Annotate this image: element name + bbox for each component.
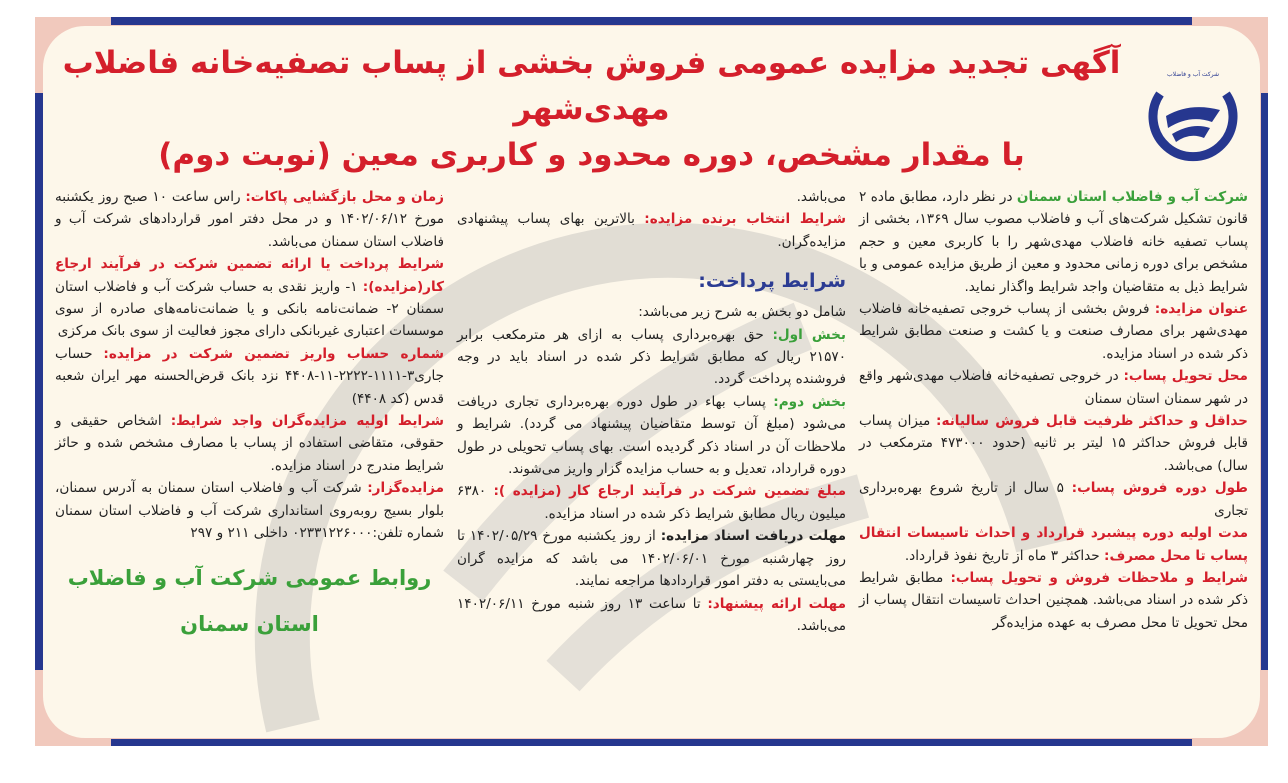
signature	[55, 555, 444, 647]
column-left	[55, 186, 444, 647]
clause-label: مهلت ارائه پیشنهاد:	[707, 595, 846, 612]
clause-paragraph	[457, 301, 846, 323]
clause-label: شرکت آب و فاضلاب استان سمنان	[1016, 189, 1248, 205]
column-right	[859, 186, 1248, 647]
clause-label: شرایط انتخاب برنده مزایده:	[644, 211, 846, 228]
left-border-strip	[35, 93, 43, 670]
clause-paragraph	[55, 343, 444, 410]
clause-text: میزان پساب قابل فروش حداکثر ۱۵ لیتر بر ثانیه (حدود ۴۷۳۰۰۰ مترمکعب در سال) می‌باشد.	[859, 413, 1249, 474]
clause-label: بخش اول:	[772, 326, 846, 343]
clause-text: تا ساعت ۱۳ روز شنبه مورخ ۱۴۰۲/۰۶/۱۱ می‌باشد.	[457, 595, 846, 634]
columns	[55, 186, 1248, 647]
water-company-logo-icon	[1138, 54, 1248, 164]
clause-text: بالاترین بهای پساب پیشنهادی مزایده‌گران.	[457, 211, 846, 250]
clause-paragraph	[457, 208, 846, 253]
clause-text: پساب بهاء در طول دوره بهره‌برداری تجاری دریافت می‌شود (مبلغ آن توسط متقاضیان پیشنهاد می گردد). شرایط و ملاحظات آن در اسناد ذکر گردیده است. بهای پساب تحویلی در طول دوره قرارداد، تعدیل و به حساب مزایده گزار واریز می‌شوند.	[457, 393, 846, 478]
clause-paragraph	[859, 522, 1248, 567]
clause-text: فروش بخشی از پساب خروجی تصفیه‌خانه فاضلاب مهدی‌شهر برای مصارف صنعت و یا کشت و صنعت مطابق شرایط ذکر شده در اسناد مزایده.	[859, 301, 1248, 362]
clause-text: ۵ سال از تاریخ شروع بهره‌برداری تجاری	[859, 480, 1248, 519]
clause-paragraph	[859, 567, 1248, 634]
clause-label: حداقل و حداکثر ظرفیت قابل فروش سالیانه:	[936, 413, 1248, 430]
clause-paragraph	[859, 477, 1248, 522]
clause-label: مبلغ تضمین شرکت در فرآیند ارجاع کار (مزایده ):	[493, 483, 846, 500]
clause-text: حداکثر ۳ ماه از تاریخ نفوذ قرارداد.	[904, 547, 1105, 564]
clause-text: شرکت آب و فاضلاب استان سمنان به آدرس سمنان، بلوار بسیج روبه‌روی استانداری شرکت آب و فاضلاب استان سمنان شماره تلفن:۰۲۳۳۱۲۲۶۰۰۰ داخلی ۲۱۱ و ۲۹۷	[55, 480, 444, 542]
clause-text: می‌باشد.	[796, 189, 846, 205]
clause-text: در خروجی تصفیه‌خانه فاضلاب مهدی‌شهر واقع در شهر سمنان استان سمنان	[859, 368, 1248, 407]
clause-paragraph	[859, 365, 1248, 410]
right-border-strip	[1261, 93, 1268, 670]
clause-paragraph	[457, 593, 846, 638]
clause-paragraph	[55, 410, 444, 477]
clause-paragraph	[859, 410, 1248, 477]
title-line-2: با مقدار مشخص، دوره محدود و کاربری معین (نوبت دوم)	[158, 137, 1025, 173]
clause-label: مهلت دریافت اسناد مزایده:	[660, 528, 847, 545]
clause-label: محل تحویل پساب:	[1123, 368, 1248, 385]
clause-text: شامل دو بخش به شرح زیر می‌باشد:	[638, 304, 846, 321]
clause-text: در نظر دارد، مطابق ماده ۲ قانون تشکیل شرکت‌های آب و فاضلاب مصوب سال ۱۳۶۹، بخشی از پساب تصفیه خانه فاضلاب مهدی‌شهر را با کاربری معین و حجم مشخص برای دوره زمانی محدود و معین از طریق مزایده عمومی و با شرایط ذیل به متقاضیان واجد شرایط واگذار نماید.	[859, 189, 1248, 295]
clause-label: مزایده‌گزار:	[367, 480, 444, 497]
ad-frame	[35, 17, 1268, 746]
clause-text: ۶۳۸۰ میلیون ریال مطابق شرایط ذکر شده در اسناد مزایده.	[457, 483, 846, 522]
top-border-strip	[111, 17, 1192, 25]
clause-paragraph	[55, 477, 444, 544]
logo-caption: شرکت آب و فاضلاب	[1166, 71, 1220, 78]
clause-text: ۱- واریز نقدی به حساب شرکت آب و فاضلاب استان سمنان ۲- ضمانت‌نامه بانکی و یا ضمانت‌نامه‌های صادره از سوی موسسات اعتباری غیربانکی دارای مجوز فعالیت از سوی بانک مرکزی	[55, 278, 445, 340]
clause-text: اشخاص حقیقی و حقوقی، متقاضی استفاده از پساب با مصارف مشخص شده و حائز شرایط مندرج در اسناد مزایده.	[55, 413, 444, 474]
clause-paragraph	[457, 480, 846, 525]
clause-paragraph	[859, 186, 1248, 298]
ad-title	[55, 40, 1128, 178]
clause-paragraph	[457, 186, 846, 208]
ad-panel	[43, 26, 1260, 738]
column-middle	[457, 186, 846, 647]
clause-text: حق بهره‌برداری پساب به ازای هر مترمکعب برابر ۲۱۵۷۰ ریال که مطابق شرایط ذکر شده در اسناد باید در وجه فروشنده پرداخت گردد.	[457, 326, 846, 388]
clause-label: مدت اولیه دوره پیشبرد قرارداد و احداث تاسیسات انتقال پساب تا محل مصرف:	[859, 525, 1248, 564]
ad-header	[55, 40, 1248, 178]
clause-paragraph	[457, 391, 846, 481]
clause-text: حساب جاری۳-۱۱۱۱-۲۲۲۲-۱۱-۴۴۰۸ نزد بانک قرض‌الحسنه مهر ایران شعبه قدس (کد ۴۴۰۸)	[55, 345, 444, 407]
signature-line1: روابط عمومی شرکت آب و فاضلاب	[67, 565, 432, 590]
clause-label: شرایط پرداخت یا ارائه تضمین شرکت در فرآیند ارجاع کار(مزایده):	[55, 256, 445, 295]
clause-paragraph	[55, 253, 444, 343]
clause-text: از روز یکشنبه مورخ ۱۴۰۲/۰۵/۲۹ تا روز چهارشنبه مورخ ۱۴۰۲/۰۶/۰۱ می باشد که مزایده گران می‌بایستی به دفتر امور قراردادها مراجعه نمایند.	[457, 528, 846, 590]
signature-line2: استان سمنان	[180, 611, 319, 636]
clause-label: طول دوره فروش پساب:	[1071, 480, 1248, 497]
title-line-1: آگهی تجدید مزایده عمومی فروش بخشی از پساب تصفیه‌خانه فاضلاب مهدی‌شهر	[62, 45, 1121, 127]
clause-label: شرایط اولیه مزایده‌گران واجد شرایط:	[170, 413, 445, 430]
clause-paragraph	[457, 525, 846, 592]
clause-label: زمان و محل بازگشایی پاکات:	[245, 189, 444, 205]
bottom-border-strip	[111, 739, 1192, 746]
clause-text: راس ساعت ۱۰ صبح روز یکشنبه مورخ ۱۴۰۲/۰۶/۱۲ و در محل دفتر امور قراردادهای شرکت آب و فاضلاب استان سمنان می‌باشد.	[55, 189, 445, 250]
clause-paragraph	[457, 324, 846, 391]
clause-label: شرایط و ملاحظات فروش و تحویل پساب:	[950, 569, 1248, 586]
payment-heading: شرایط پرداخت:	[698, 270, 846, 293]
clause-label: بخش دوم:	[773, 393, 846, 410]
clause-paragraph	[859, 298, 1248, 365]
clause-label: عنوان مزایده:	[1154, 301, 1248, 318]
clause-text: مطابق شرایط ذکر شده در اسناد می‌باشد. همچنین احداث تاسیسات انتقال پساب از محل تحویل تا محل مصرف به عهده مزایده‌گر	[859, 569, 1248, 631]
clause-label: شماره حساب واریز تضمین شرکت در مزایده:	[103, 345, 444, 362]
clause-paragraph	[55, 186, 444, 253]
